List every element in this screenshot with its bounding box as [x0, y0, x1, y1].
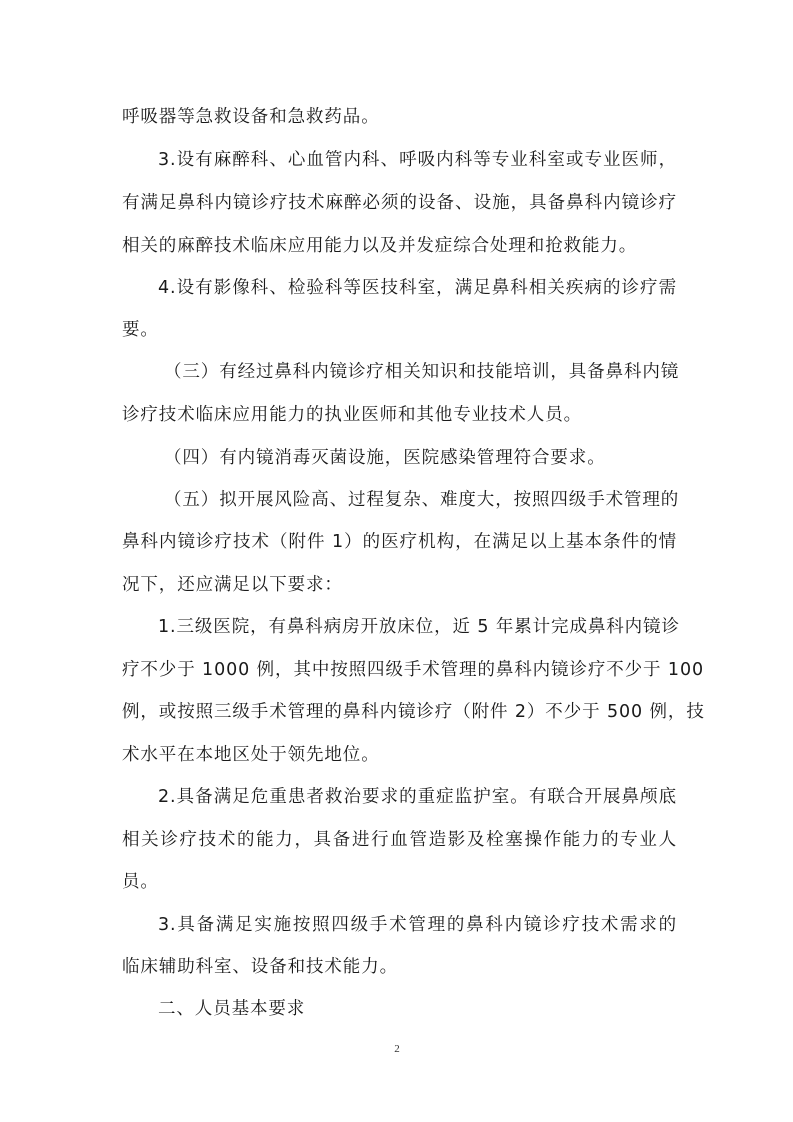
text-line-4: 相关的麻醉技术临床应用能力以及并发症综合处理和抢救能力。 [122, 236, 638, 256]
text-line-1: 呼吸器等急救设备和急救药品。 [122, 107, 380, 127]
text-line-7: （三）有经过鼻科内镜诊疗相关知识和技能培训，具备鼻科内镜 [164, 362, 680, 382]
text-line-2: 3.设有麻醉科、心血管内科、呼吸内科等专业科室或专业医师， [158, 150, 677, 170]
text-line-21: 临床辅助科室、设备和技术能力。 [122, 957, 398, 977]
page-number: 2 [394, 1043, 400, 1055]
text-line-18: 相关诊疗技术的能力，具备进行血管造影及栓塞操作能力的专业人 [122, 830, 677, 850]
text-line-17: 2.具备满足危重患者救治要求的重症监护室。有联合开展鼻颅底 [158, 787, 677, 807]
text-line-13: 1.三级医院，有鼻科病房开放床位，近 5 年累计完成鼻科内镜诊 [158, 617, 680, 637]
text-line-11: 鼻科内镜诊疗技术（附件 1）的医疗机构，在满足以上基本条件的情 [122, 532, 677, 552]
text-line-5: 4.设有影像科、检验科等医技科室，满足鼻科相关疾病的诊疗需 [158, 278, 677, 298]
text-line-3: 有满足鼻科内镜诊疗技术麻醉必须的设备、设施，具备鼻科内镜诊疗 [122, 193, 677, 213]
text-line-19: 员。 [122, 872, 159, 892]
text-line-16: 术水平在本地区处于领先地位。 [122, 745, 380, 765]
text-line-10: （五）拟开展风险高、过程复杂、难度大，按照四级手术管理的 [164, 490, 680, 510]
text-line-12: 况下，还应满足以下要求： [122, 575, 343, 595]
text-line-6: 要。 [122, 320, 159, 340]
text-line-14: 疗不少于 1000 例，其中按照四级手术管理的鼻科内镜诊疗不少于 100 [122, 660, 705, 680]
text-line-20: 3.具备满足实施按照四级手术管理的鼻科内镜诊疗技术需求的 [158, 915, 677, 935]
text-line-8: 诊疗技术临床应用能力的执业医师和其他专业技术人员。 [122, 405, 582, 425]
text-line-22: 二、人员基本要求 [158, 999, 306, 1019]
text-line-15: 例，或按照三级手术管理的鼻科内镜诊疗（附件 2）不少于 500 例，技 [122, 702, 705, 722]
text-line-9: （四）有内镜消毒灭菌设施，医院感染管理符合要求。 [164, 448, 606, 468]
